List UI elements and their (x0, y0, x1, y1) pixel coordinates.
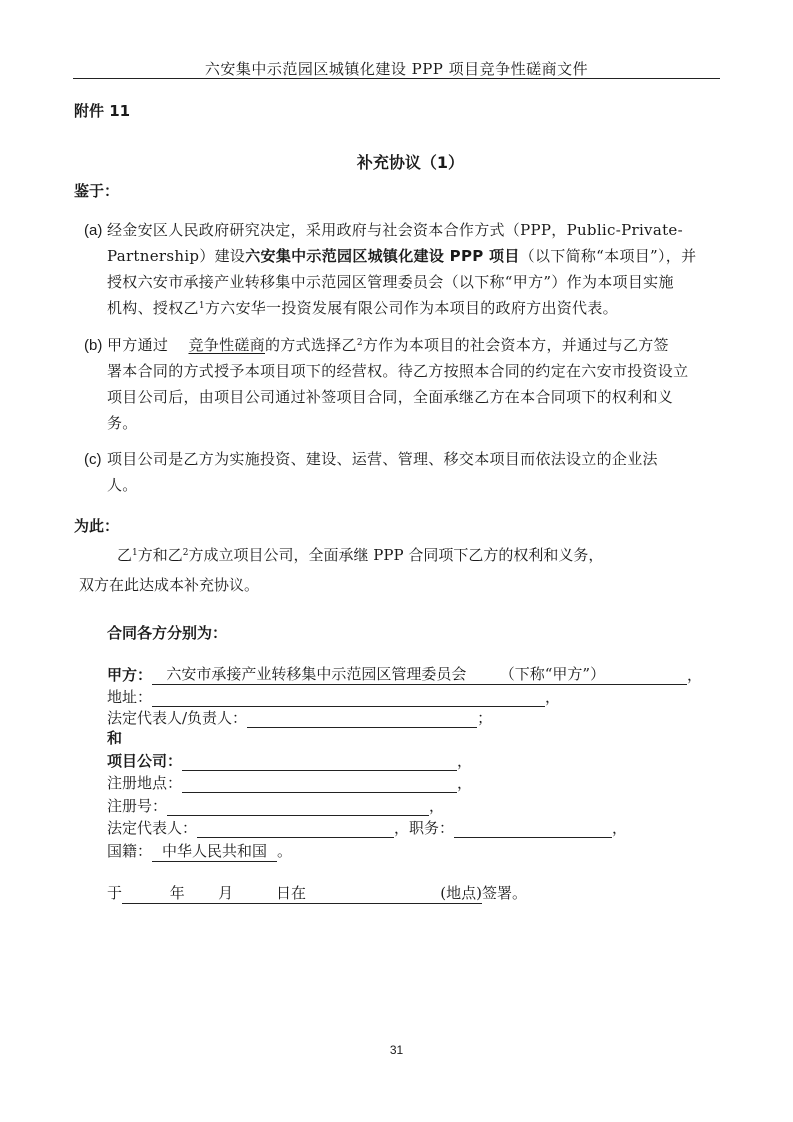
party-a-address-row (107, 686, 560, 707)
month-label: 月 (218, 884, 234, 902)
attachment-label: 附件 11 (74, 102, 131, 120)
company-rep-row (107, 817, 627, 838)
item-b-line-4: 务。 (107, 414, 138, 432)
nationality-label: 国籍： (107, 842, 153, 860)
selection-method: 竞争性磋商 (188, 336, 265, 354)
comma: ， (457, 752, 473, 770)
item-c-text (107, 446, 717, 498)
item-b-text (107, 332, 717, 436)
therefore-heading: 为此： (74, 517, 120, 535)
superscript: 1 (132, 548, 138, 558)
signing-date-field[interactable] (122, 882, 322, 904)
party-a-alias: （下称“甲方”） (499, 665, 606, 683)
therefore-line-1 (117, 543, 603, 567)
header-rule (73, 78, 720, 79)
document-title: 补充协议（1） (356, 153, 465, 172)
address-field[interactable] (152, 689, 545, 707)
item-a-line-4 (107, 295, 717, 321)
item-b-text-span: 方作为本项目的社会资本方，并通过与乙方签 (362, 336, 669, 354)
therefore-line-2: 双方在此达成本补充协议。 (79, 576, 260, 594)
company-rep-label: 法定代表人： (107, 819, 198, 837)
item-a-text (107, 217, 717, 321)
whereas-heading: 鉴于： (74, 182, 120, 200)
nationality-field[interactable] (152, 840, 277, 862)
item-c-label: (c) (84, 451, 102, 468)
item-a-text-span: Partnership）建设 (107, 247, 246, 265)
position-label: 职务： (409, 819, 455, 837)
item-a-label: (a) (84, 222, 103, 239)
reg-no-label: 注册号： (107, 797, 168, 815)
item-a-line-1: 经金安区人民政府研究决定，采用政府与社会资本合作方式（PPP，Public-Private- (107, 221, 683, 239)
rep-field[interactable] (247, 710, 477, 728)
comma: ， (429, 797, 445, 815)
item-a-line-2 (107, 243, 717, 269)
item-b-text-span: 甲方通过 (107, 336, 169, 354)
signing-suffix: 签署。 (482, 884, 528, 902)
comma: ， (457, 774, 473, 792)
superscript: 2 (356, 338, 363, 348)
item-b-label: (b) (84, 337, 103, 354)
item-c-line-1: 项目公司是乙方为实施投资、建设、运营、管理、移交本项目而依法设立的企业法 (107, 450, 658, 468)
party-a-label: 甲方： (107, 666, 153, 684)
item-c-line-2: 人。 (107, 476, 138, 494)
parties-heading: 合同各方分别为： (107, 624, 228, 642)
company-row (107, 750, 472, 771)
item-a-text-span: 机构、授权乙 (107, 299, 199, 317)
project-name: 六安集中示范园区城镇化建设 PPP 项目 (245, 247, 520, 265)
reg-place-row (107, 772, 472, 793)
signing-row (107, 882, 527, 904)
nationality-row (107, 840, 292, 862)
comma: ， (687, 666, 703, 684)
therefore-text-span: 乙 (117, 546, 133, 564)
company-label: 项目公司： (107, 752, 183, 770)
superscript: 1 (198, 301, 205, 311)
party-a-name: 六安市承接产业转移集中示范园区管理委员会 (166, 665, 467, 683)
item-b-text-span: 的方式选择乙 (265, 336, 357, 354)
day-label: 日在 (276, 884, 307, 902)
reg-place-label: 注册地点： (107, 774, 183, 792)
signing-place-field[interactable] (322, 882, 482, 904)
rep-label: 法定代表人/负责人： (107, 709, 248, 727)
therefore-text-span: 方成立项目公司，全面承继 PPP 合同项下乙方的权利和义务， (188, 546, 604, 564)
reg-place-field[interactable] (182, 775, 457, 793)
semicolon: ； (477, 709, 493, 727)
superscript: 2 (182, 548, 189, 558)
comma: ， (394, 819, 410, 837)
period: 。 (277, 842, 293, 860)
nationality-value: 中华人民共和国 (162, 842, 268, 860)
company-field[interactable] (182, 753, 457, 771)
comma: ， (612, 819, 628, 837)
party-a-row (107, 663, 702, 685)
item-a-line-3: 授权六安市承接产业转移集中示范园区管理委员会（以下称“甲方”）作为本项目实施 (107, 273, 674, 291)
party-a-name-field[interactable] (152, 663, 687, 685)
company-rep-field[interactable] (197, 820, 394, 838)
address-label: 地址： (107, 688, 153, 706)
item-a-text-span: （以下简称“本项目”），并 (519, 247, 697, 265)
page-number: 31 (389, 1043, 404, 1057)
running-header: 六安集中示范园区城镇化建设 PPP 项目竞争性磋商文件 (204, 60, 589, 78)
and-label: 和 (107, 729, 123, 747)
reg-no-field[interactable] (167, 798, 429, 816)
item-b-line-1 (107, 332, 717, 358)
item-a-text-span: 方六安华一投资发展有限公司作为本项目的政府方出资代表。 (204, 299, 618, 317)
year-label: 年 (169, 884, 185, 902)
position-field[interactable] (454, 820, 612, 838)
reg-no-row (107, 795, 444, 816)
party-a-rep-row (107, 707, 492, 728)
place-label: (地点) (440, 884, 483, 902)
item-b-line-3: 项目公司后，由项目公司通过补签项目合同，全面承继乙方在本合同项下的权利和义 (107, 388, 674, 406)
signing-prefix: 于 (107, 884, 123, 902)
comma: ， (545, 688, 561, 706)
item-b-line-2: 署本合同的方式授予本项目项下的经营权。待乙方按照本合同的约定在六安市投资设立 (107, 362, 689, 380)
therefore-text-span: 方和乙 (137, 546, 183, 564)
